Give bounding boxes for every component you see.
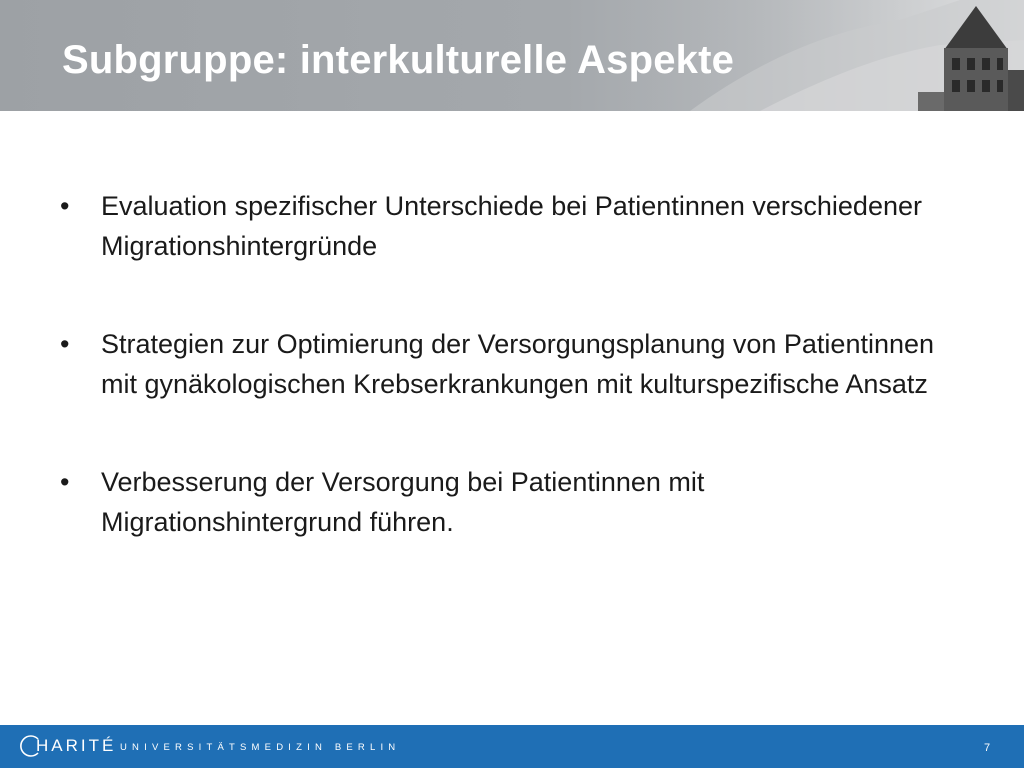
bullet-item [60, 186, 960, 266]
bullet-dot: • [60, 467, 70, 497]
header-banner [0, 0, 1024, 111]
slide-title: Subgruppe: interkulturelle Aspekte [62, 38, 735, 82]
bullet-item [60, 462, 960, 542]
footer-bar [0, 725, 1024, 768]
page-number: 7 [984, 742, 991, 754]
bullet-text: Evaluation spezifischer Unterschiede bei Patientinnen verschiedener Migrationshintergründe [101, 191, 922, 261]
bullet-list [60, 186, 960, 542]
bullet-dot: • [60, 329, 70, 359]
logo-subtitle: UNIVERSITÄTSMEDIZIN BERLIN [120, 742, 401, 753]
charite-logo-text: HARITÉ [36, 736, 117, 755]
bullet-text: Strategien zur Optimierung der Versorgungsplanung von Patientinnen mit gynäkologischen Krebserkrankungen mit kulturspezifische Ansatz [101, 329, 935, 399]
bullet-text: Verbesserung der Versorgung bei Patientinnen mit Migrationshintergrund führen. [101, 467, 705, 537]
bullet-dot: • [60, 191, 70, 221]
bullet-item [60, 324, 960, 404]
